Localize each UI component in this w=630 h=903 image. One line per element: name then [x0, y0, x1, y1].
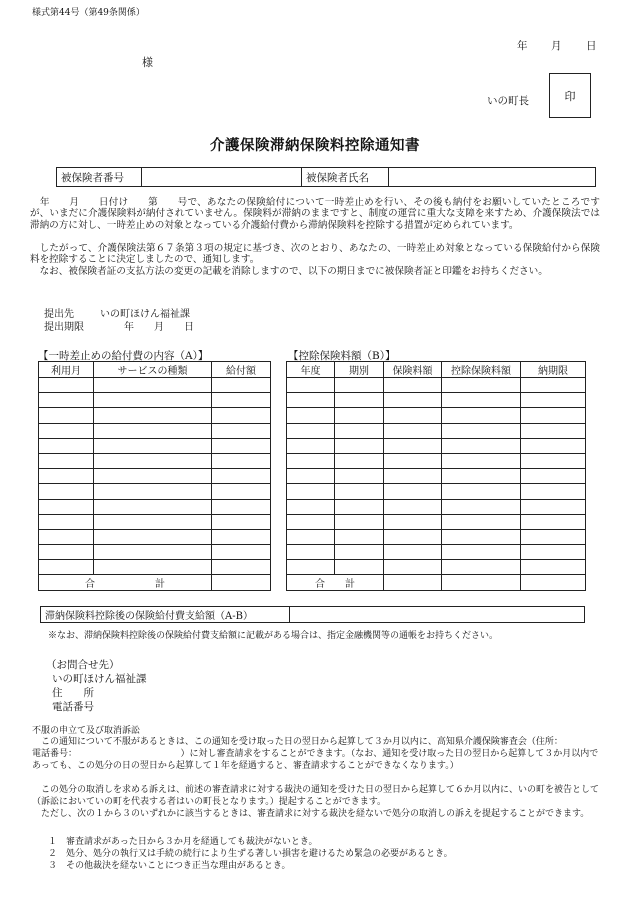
issuer-name: いの町長 [487, 95, 529, 107]
table-cell[interactable] [335, 484, 384, 499]
appeal-item: １ 審査請求があった日から３か月を経過しても裁決がないとき。 [48, 837, 318, 847]
benefit-suspension-table [38, 361, 271, 591]
table-row [287, 529, 586, 544]
column-header: 期別 [335, 362, 384, 378]
body-paragraph-3: なお、被保険者証の支払方法の変更の記載を消除しますので、以下の期日までに被保険者証と印鑑をお持ちください。 [30, 266, 548, 277]
table-cell[interactable] [287, 423, 335, 438]
table-cell[interactable] [94, 560, 212, 575]
table-cell[interactable] [521, 514, 586, 529]
table-row [287, 423, 586, 438]
table-cell[interactable] [212, 484, 271, 499]
table-cell[interactable] [94, 453, 212, 468]
table-cell[interactable] [442, 469, 521, 484]
table-row [287, 393, 586, 408]
table-cell[interactable] [94, 423, 212, 438]
table-cell[interactable] [521, 499, 586, 514]
appeal-item: ２ 処分、処分の執行又は手続の続行により生ずる著しい損害を避けるため緊急の必要があるとき。 [48, 849, 453, 859]
table-cell[interactable] [521, 469, 586, 484]
contact-address-label: 住 所 [52, 687, 94, 699]
table-cell[interactable] [287, 453, 335, 468]
table-row [39, 393, 271, 408]
table-cell[interactable] [521, 378, 586, 393]
table-cell[interactable] [442, 378, 521, 393]
total-row [39, 575, 271, 591]
table-cell[interactable] [94, 438, 212, 453]
appeal-paragraph-2: この処分の取消しを求める訴えは、前述の審査請求に対する裁決の通知を受けた日の翌日から起算して６か月以内に、いの町を被告として（訴訟においていの町を代表する者はいの町長となります。）提起することができます。 [32, 785, 600, 807]
table-row [39, 514, 271, 529]
insured-name-field[interactable] [389, 168, 596, 187]
total-row [287, 575, 586, 591]
appeal-paragraph-1: この通知について不服があるときは、この通知を受け取った日の翌日から起算して３か月以内に、高知県介護保険審査会（住所： 電話番号： ）に対し審査請求をすることができます。（なお、通知を受け取った日の翌日から起算して３か月以内であっても、この処分の日の翌日から起算して１年を経過すると、審査請求することができなくなります。） [32, 737, 630, 771]
table-cell[interactable] [442, 484, 521, 499]
table-row [39, 529, 271, 544]
table-cell[interactable] [442, 453, 521, 468]
table-cell[interactable] [39, 514, 94, 529]
table-cell[interactable] [39, 529, 94, 544]
table-header-row [287, 362, 586, 378]
table-cell[interactable] [287, 514, 335, 529]
table-cell[interactable] [521, 560, 586, 575]
column-header: 利用月 [39, 362, 94, 378]
table-cell[interactable] [39, 378, 94, 393]
contact-heading: （お問合せ先） [46, 659, 120, 671]
table-cell[interactable] [521, 408, 586, 423]
date-day: 日 [586, 40, 597, 52]
table-cell[interactable] [384, 438, 442, 453]
table-a-title: 【一時差止めの給付費の内容（A）】 [38, 350, 209, 362]
total-label: 合 計 [287, 575, 384, 591]
table-cell[interactable] [335, 423, 384, 438]
table-row [39, 484, 271, 499]
table-cell[interactable] [212, 545, 271, 560]
table-row [39, 545, 271, 560]
table-cell[interactable] [39, 393, 94, 408]
insured-number-field[interactable] [142, 168, 302, 187]
form-code: 様式第44号（第49条関係） [32, 8, 145, 18]
table-cell[interactable] [287, 484, 335, 499]
recipient-suffix: 様 [142, 56, 153, 69]
insured-id-table [56, 167, 596, 187]
table-row [287, 545, 586, 560]
total-cell[interactable] [212, 575, 271, 591]
table-cell[interactable] [335, 378, 384, 393]
net-benefit-table [40, 606, 585, 623]
table-cell[interactable] [384, 499, 442, 514]
table-cell[interactable] [442, 408, 521, 423]
table-row [39, 423, 271, 438]
table-row [287, 408, 586, 423]
contact-dept: いの町ほけん福祉課 [52, 673, 147, 685]
date-month: 月 [551, 40, 562, 52]
seal-label: 印 [564, 89, 576, 103]
table-cell[interactable] [442, 545, 521, 560]
table-cell[interactable] [287, 529, 335, 544]
total-cell[interactable] [442, 575, 521, 591]
table-row [287, 560, 586, 575]
table-cell[interactable] [384, 560, 442, 575]
table-cell[interactable] [442, 514, 521, 529]
table-row [287, 453, 586, 468]
table-row [39, 453, 271, 468]
table-cell[interactable] [39, 484, 94, 499]
table-cell[interactable] [39, 560, 94, 575]
deadline-label: 提出期限 [44, 322, 84, 333]
table-cell[interactable] [335, 545, 384, 560]
table-cell[interactable] [335, 529, 384, 544]
table-row [39, 469, 271, 484]
table-cell[interactable] [94, 545, 212, 560]
table-cell[interactable] [335, 560, 384, 575]
table-cell[interactable] [335, 469, 384, 484]
table-cell[interactable] [287, 545, 335, 560]
table-cell[interactable] [212, 453, 271, 468]
table-row [39, 499, 271, 514]
table-cell[interactable] [384, 378, 442, 393]
table-cell[interactable] [442, 560, 521, 575]
column-header: 納期限 [521, 362, 586, 378]
total-label: 合 計 [39, 575, 212, 591]
table-cell[interactable] [384, 423, 442, 438]
table-cell[interactable] [521, 438, 586, 453]
insured-number-label: 被保険者番号 [57, 168, 142, 187]
net-benefit-label: 滞納保険料控除後の保険給付費支給額（A-B） [41, 607, 290, 623]
table-cell[interactable] [94, 408, 212, 423]
net-benefit-field[interactable] [290, 607, 585, 623]
bank-note: ※なお、滞納保険料控除後の保険給付費支給額に記載がある場合は、指定金融機関等の通帳をお持ちください。 [48, 631, 499, 641]
table-cell[interactable] [287, 378, 335, 393]
table-cell[interactable] [287, 393, 335, 408]
table-cell[interactable] [212, 438, 271, 453]
table-cell[interactable] [521, 529, 586, 544]
table-cell[interactable] [384, 393, 442, 408]
table-cell[interactable] [442, 438, 521, 453]
table-row [39, 560, 271, 575]
table-b-title: 【控除保険料額（B）】 [288, 350, 396, 362]
table-cell[interactable] [39, 423, 94, 438]
table-row [287, 484, 586, 499]
table-cell[interactable] [384, 514, 442, 529]
table-cell[interactable] [335, 408, 384, 423]
table-cell[interactable] [39, 408, 94, 423]
table-row [287, 514, 586, 529]
table-cell[interactable] [94, 484, 212, 499]
table-cell[interactable] [39, 453, 94, 468]
seal-box [549, 73, 591, 118]
table-cell[interactable] [335, 514, 384, 529]
table-cell[interactable] [212, 393, 271, 408]
table-cell[interactable] [287, 499, 335, 514]
table-cell[interactable] [384, 529, 442, 544]
table-cell[interactable] [384, 545, 442, 560]
table-cell[interactable] [335, 393, 384, 408]
table-row [39, 438, 271, 453]
table-cell[interactable] [442, 423, 521, 438]
table-cell[interactable] [384, 484, 442, 499]
table-row [287, 469, 586, 484]
total-cell[interactable] [384, 575, 442, 591]
column-header: サービスの種類 [94, 362, 212, 378]
table-cell[interactable] [39, 469, 94, 484]
table-cell[interactable] [39, 545, 94, 560]
table-cell[interactable] [212, 560, 271, 575]
insured-name-label: 被保険者氏名 [302, 168, 389, 187]
table-cell[interactable] [212, 469, 271, 484]
table-cell[interactable] [94, 393, 212, 408]
table-cell[interactable] [94, 529, 212, 544]
table-cell[interactable] [521, 423, 586, 438]
table-row [39, 378, 271, 393]
column-header: 年度 [287, 362, 335, 378]
column-header: 控除保険料額 [442, 362, 521, 378]
table-cell[interactable] [212, 423, 271, 438]
table-cell[interactable] [212, 529, 271, 544]
deadline-value: 年 月 日 [124, 322, 194, 333]
table-row [287, 378, 586, 393]
column-header: 保険料額 [384, 362, 442, 378]
table-cell[interactable] [335, 499, 384, 514]
table-cell[interactable] [384, 408, 442, 423]
table-cell[interactable] [212, 378, 271, 393]
table-cell[interactable] [94, 514, 212, 529]
table-cell[interactable] [442, 393, 521, 408]
table-cell[interactable] [384, 453, 442, 468]
table-cell[interactable] [287, 469, 335, 484]
table-row [287, 499, 586, 514]
appeal-item: ３ その他裁決を経ないことにつき正当な理由があるとき。 [48, 861, 291, 871]
appeal-paragraph-3: ただし、次の１から３のいずれかに該当するときは、審査請求に対する裁決を経ないで処分の取消しの訴えを提起することができます。 [32, 809, 590, 819]
table-cell[interactable] [212, 408, 271, 423]
table-cell[interactable] [521, 484, 586, 499]
table-cell[interactable] [521, 393, 586, 408]
deducted-premium-table [286, 361, 586, 591]
table-row [287, 438, 586, 453]
table-cell[interactable] [521, 453, 586, 468]
table-cell[interactable] [212, 514, 271, 529]
body-paragraph-2: したがって、介護保険法第６７条第３項の規定に基づき、次のとおり、あなたの、一時差止め対象となっている保険給付から保険料を控除することに決定しましたので、通知します。 [30, 243, 600, 266]
table-cell[interactable] [94, 499, 212, 514]
table-cell[interactable] [94, 469, 212, 484]
date-year: 年 [517, 40, 528, 52]
contact-phone-label: 電話番号 [52, 701, 94, 713]
table-cell[interactable] [212, 499, 271, 514]
table-cell[interactable] [39, 499, 94, 514]
body-paragraph-1: 年 月 日付け 第 号で、あなたの保険給付について一時差止めを行い、その後も納付をお願いしていたところですが、いまだに介護保険料が納付されていません。保険料が滞納のままですと、制度の運営に重大な支障を来すため、介護保険法では滞納の方に対し、一時差止めの対象となっている介護給付費から滞納保険料を控除する措置が定められています。 [30, 197, 600, 231]
submit-to-value: いの町ほけん福祉課 [100, 309, 190, 320]
table-cell[interactable] [94, 378, 212, 393]
page-title: 介護保険滞納保険料控除通知書 [210, 137, 420, 154]
table-header-row [39, 362, 271, 378]
table-cell[interactable] [335, 438, 384, 453]
table-cell[interactable] [521, 545, 586, 560]
column-header: 給付額 [212, 362, 271, 378]
table-cell[interactable] [442, 499, 521, 514]
table-cell[interactable] [287, 560, 335, 575]
table-cell[interactable] [335, 453, 384, 468]
table-cell[interactable] [287, 408, 335, 423]
table-cell[interactable] [287, 438, 335, 453]
appeal-heading: 不服の申立て及び取消訴訟 [32, 726, 141, 736]
table-cell[interactable] [39, 438, 94, 453]
total-cell[interactable] [521, 575, 586, 591]
table-row [39, 408, 271, 423]
table-cell[interactable] [442, 529, 521, 544]
submit-to-label: 提出先 [44, 309, 74, 320]
table-cell[interactable] [384, 469, 442, 484]
